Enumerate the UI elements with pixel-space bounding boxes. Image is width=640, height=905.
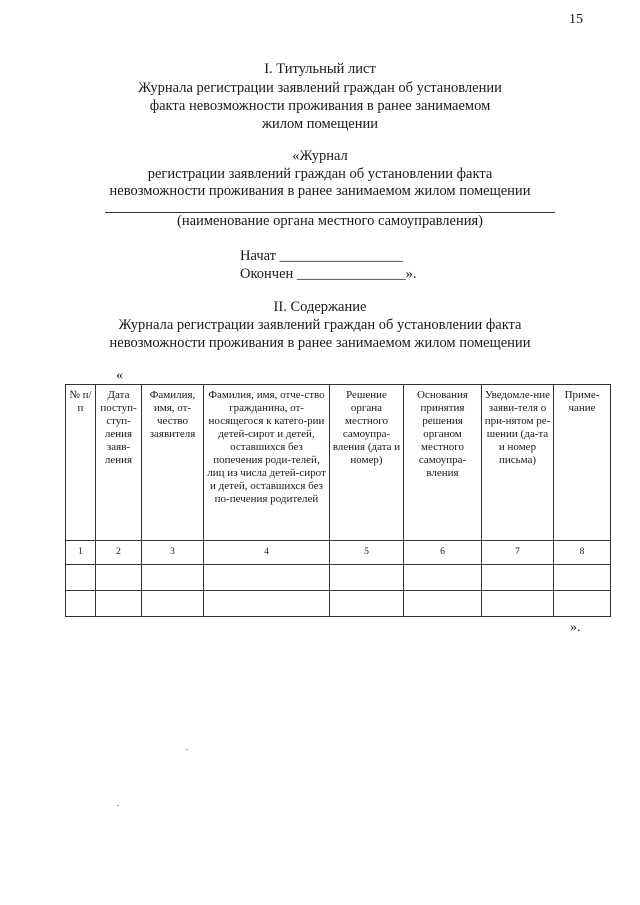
title-page-line: регистрации заявлений граждан об установлении факта xyxy=(147,166,493,182)
header-cell-number: № п/п xyxy=(66,385,96,541)
table-row xyxy=(66,565,611,591)
scan-speck xyxy=(117,805,119,806)
started-label: Начат xyxy=(240,248,277,264)
ended-suffix: ». xyxy=(405,266,417,282)
column-number-row xyxy=(66,541,611,565)
table-cell xyxy=(96,591,142,617)
column-number: 5 xyxy=(330,541,404,565)
section2-subtitle-line: Журнала регистрации заявлений граждан об установлении факта xyxy=(118,317,522,333)
ended-line xyxy=(240,266,417,283)
page-number: 15 xyxy=(569,12,583,27)
table-cell xyxy=(404,591,482,617)
section1-subtitle-line: факта невозможности проживания в ранее занимаемом xyxy=(149,98,491,114)
table-cell xyxy=(66,591,96,617)
section2-heading: II. Содержание xyxy=(273,299,367,315)
column-number: 3 xyxy=(142,541,204,565)
column-number: 1 xyxy=(66,541,96,565)
header-cell-decision: Решение органа местного самоупра-вления (дата и номер) xyxy=(330,385,404,541)
started-line xyxy=(240,248,403,265)
table-cell xyxy=(204,591,330,617)
section2-subtitle-line: невозможности проживания в ранее занимаемом жилом помещении xyxy=(109,335,531,351)
ended-blank: _______________ xyxy=(296,266,406,282)
column-number: 4 xyxy=(204,541,330,565)
header-cell-grounds: Основания принятия решения органом местного самоупра-вления xyxy=(404,385,482,541)
header-cell-note: Приме-чание xyxy=(554,385,611,541)
table-cell xyxy=(204,565,330,591)
header-cell-citizen: Фамилия, имя, отче-ство гражданина, от-носящегося к катего-рии детей-сирот и детей, оставшихся без попечения роди-телей, лиц из числа детей-сирот и детей, оставшихся без по-печения родителей xyxy=(204,385,330,541)
closing-quote: ». xyxy=(570,620,581,635)
journal-table xyxy=(65,384,611,617)
started-blank: _________________ xyxy=(279,248,403,264)
title-page-line: невозможности проживания в ранее занимаемом жилом помещении xyxy=(109,183,531,199)
section1-subtitle-line: жилом помещении xyxy=(261,116,378,132)
table-cell xyxy=(330,565,404,591)
table-cell xyxy=(482,591,554,617)
table-header-row xyxy=(66,385,611,541)
column-number: 7 xyxy=(482,541,554,565)
opening-quote: « xyxy=(116,368,123,383)
ended-label: Окончен xyxy=(240,266,294,282)
table-cell xyxy=(96,565,142,591)
header-cell-applicant: Фамилия, имя, от-чество заявителя xyxy=(142,385,204,541)
header-cell-notification: Уведомле-ние заяви-теля о при-нятом ре-шении (да-та и номер письма) xyxy=(482,385,554,541)
table-cell xyxy=(66,565,96,591)
section1-heading: I. Титульный лист xyxy=(264,61,376,77)
table-cell xyxy=(330,591,404,617)
table-row xyxy=(66,591,611,617)
scan-speck xyxy=(186,749,188,750)
column-number: 8 xyxy=(554,541,611,565)
section1-subtitle-line: Журнала регистрации заявлений граждан об установлении xyxy=(138,80,502,96)
column-number: 6 xyxy=(404,541,482,565)
table-cell xyxy=(142,591,204,617)
title-page-line: «Журнал xyxy=(292,148,348,164)
header-cell-date: Дата поступ-ступ-ления заяв-ления xyxy=(96,385,142,541)
table-cell xyxy=(404,565,482,591)
table-cell xyxy=(142,565,204,591)
org-name-caption: (наименование органа местного самоуправления) xyxy=(177,213,483,229)
column-number: 2 xyxy=(96,541,142,565)
table-cell xyxy=(482,565,554,591)
table-cell xyxy=(554,591,611,617)
table-cell xyxy=(554,565,611,591)
